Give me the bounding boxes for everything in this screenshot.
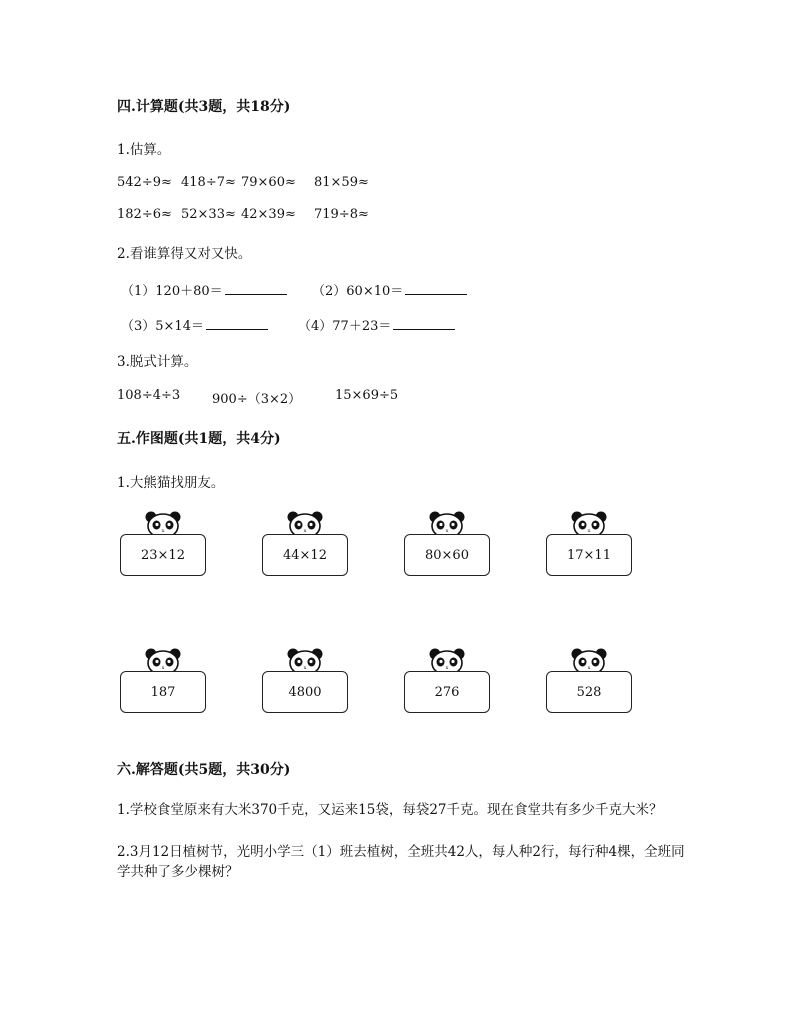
q4-1-label: 1.估算。: [117, 142, 171, 158]
section-6-title: 六.解答题(共5题，共30分): [117, 762, 291, 778]
q5-1-label: 1.大熊猫找朋友。: [117, 475, 225, 491]
panda-card[interactable]: [546, 647, 632, 715]
card-result: 4800: [262, 671, 348, 713]
section-4-title: 四.计算题(共3题，共18分): [117, 99, 291, 115]
estimate-item: 52×33≈: [181, 207, 236, 222]
card-result: 187: [120, 671, 206, 713]
svg-text:x: x: [161, 665, 165, 671]
answer-blank[interactable]: [225, 282, 287, 295]
panda-card[interactable]: [262, 647, 348, 715]
svg-text:x: x: [303, 665, 307, 671]
panda-card[interactable]: [404, 647, 490, 715]
quick-calc-item: （3）5×14＝: [121, 319, 204, 334]
panda-card[interactable]: [262, 510, 348, 578]
q6-2-text: 2.3月12日植树节，光明小学三（1）班去植树，全班共42人，每人种2行，每行种4棵，全班同学共种了多少棵树？: [117, 844, 685, 880]
stepwise-item: 900÷（3×2）: [212, 392, 302, 407]
answer-blank[interactable]: [206, 317, 268, 330]
panda-card[interactable]: [546, 510, 632, 578]
q4-2-label: 2.看谁算得又对又快。: [117, 246, 252, 262]
quick-calc-item: （2）60×10＝: [312, 284, 404, 299]
card-expression: 17×11: [546, 534, 632, 576]
estimate-item: 81×59≈: [314, 175, 369, 190]
answer-blank[interactable]: [405, 282, 467, 295]
panda-card[interactable]: [120, 647, 206, 715]
svg-text:x: x: [303, 528, 307, 534]
card-expression: 23×12: [120, 534, 206, 576]
estimate-item: 79×60≈: [241, 175, 296, 190]
panda-card[interactable]: [120, 510, 206, 578]
card-expression: 80×60: [404, 534, 490, 576]
estimate-item: 42×39≈: [241, 207, 296, 222]
panda-card[interactable]: [404, 510, 490, 578]
card-result: 528: [546, 671, 632, 713]
estimate-item: 418÷7≈: [181, 175, 236, 190]
estimate-item: 182÷6≈: [117, 207, 172, 222]
svg-text:x: x: [161, 528, 165, 534]
quick-calc-item: （1）120＋80＝: [121, 284, 223, 299]
stepwise-item: 108÷4÷3: [117, 388, 181, 403]
svg-text:x: x: [587, 665, 591, 671]
svg-text:x: x: [445, 665, 449, 671]
quick-calc-item: （4）77＋23＝: [298, 319, 392, 334]
section-5-title: 五.作图题(共1题，共4分): [117, 431, 281, 447]
stepwise-item: 15×69÷5: [335, 388, 399, 403]
estimate-item: 542÷9≈: [117, 175, 172, 190]
estimate-item: 719÷8≈: [314, 207, 369, 222]
q4-3-label: 3.脱式计算。: [117, 354, 198, 370]
answer-blank[interactable]: [393, 317, 455, 330]
svg-text:x: x: [587, 528, 591, 534]
card-result: 276: [404, 671, 490, 713]
svg-text:x: x: [445, 528, 449, 534]
q6-1-text: 1.学校食堂原来有大米370千克，又运来15袋，每袋27千克。现在食堂共有多少千克大米？: [117, 802, 663, 818]
card-expression: 44×12: [262, 534, 348, 576]
